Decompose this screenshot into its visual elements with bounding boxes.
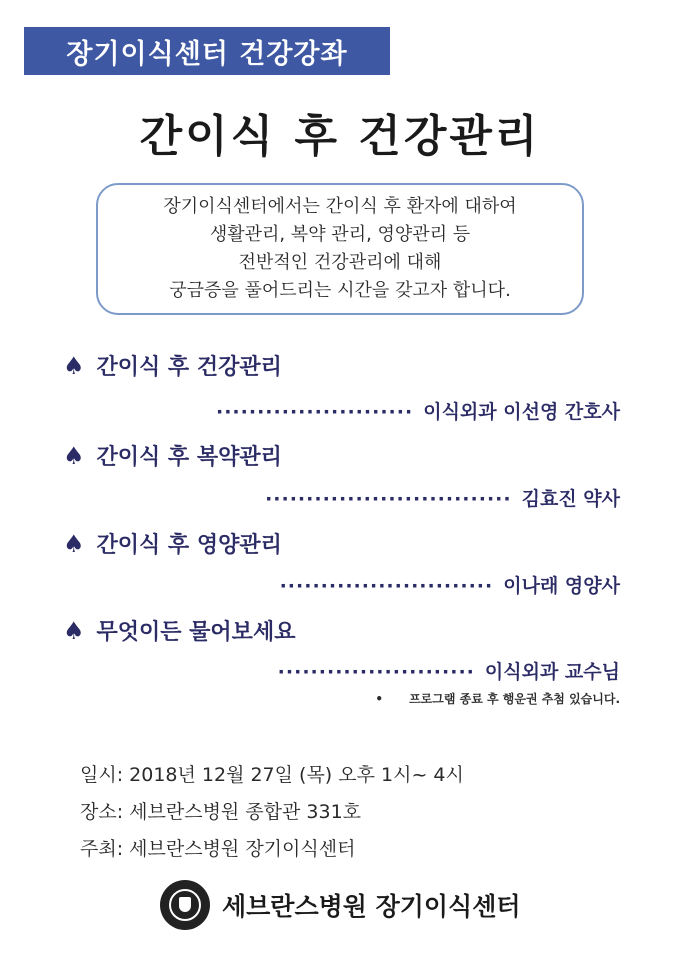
university-seal-icon (160, 880, 210, 930)
topic-label: 간이식 후 복약관리 (96, 445, 282, 470)
spade-icon: ♠ (63, 616, 85, 645)
event-host: 주최: 세브란스병원 장기이식센터 (80, 838, 356, 860)
bullet-icon: • (375, 692, 384, 706)
program-topic-1 (63, 350, 282, 381)
speaker-label: 이식외과 이선영 간호사 (423, 401, 620, 423)
spade-icon: ♠ (63, 529, 85, 558)
footer (160, 880, 521, 930)
leader-dots: ························ (277, 661, 475, 683)
program-topic-2 (63, 440, 282, 471)
program-topic-4 (63, 615, 295, 646)
program-speaker-2 (265, 484, 620, 511)
spade-icon: ♠ (63, 441, 85, 470)
intro-line: 궁금증을 풀어드리는 시간을 갖고자 합니다. (169, 280, 511, 301)
spade-icon: ♠ (63, 351, 85, 380)
topic-label: 간이식 후 건강관리 (96, 355, 282, 380)
page-title: 간이식 후 건강관리 (139, 111, 541, 162)
speaker-label: 김효진 약사 (521, 488, 620, 510)
lottery-note (375, 690, 620, 707)
leader-dots: ························ (215, 401, 414, 423)
event-date: 일시: 2018년 12월 27일 (목) 오후 1시~ 4시 (80, 764, 464, 786)
leader-dots: ······························ (265, 488, 512, 510)
intro-line: 전반적인 건강관리에 대해 (238, 252, 442, 273)
topic-label: 간이식 후 영양관리 (96, 533, 282, 558)
speaker-label: 이나래 영양사 (503, 575, 620, 597)
leader-dots: ·························· (279, 575, 494, 597)
note-text: 프로그램 종료 후 행운권 추첨 있습니다. (409, 692, 620, 706)
event-place: 장소: 세브란스병원 종합관 331호 (80, 801, 362, 823)
topic-label: 무엇이든 물어보세요 (96, 620, 296, 645)
program-topic-3 (63, 528, 282, 559)
intro-box (96, 183, 584, 315)
program-speaker-3 (280, 571, 620, 598)
speaker-label: 이식외과 교수님 (484, 661, 620, 683)
footer-org: 세브란스병원 장기이식센터 (222, 892, 521, 921)
intro-line: 생활관리, 복약 관리, 영양관리 등 (209, 224, 471, 245)
program-speaker-1 (216, 397, 620, 424)
program-speaker-4 (278, 657, 620, 684)
header-tag: 장기이식센터 건강강좌 (24, 27, 390, 75)
intro-line: 장기이식센터에서는 간이식 후 환자에 대하여 (163, 196, 517, 217)
